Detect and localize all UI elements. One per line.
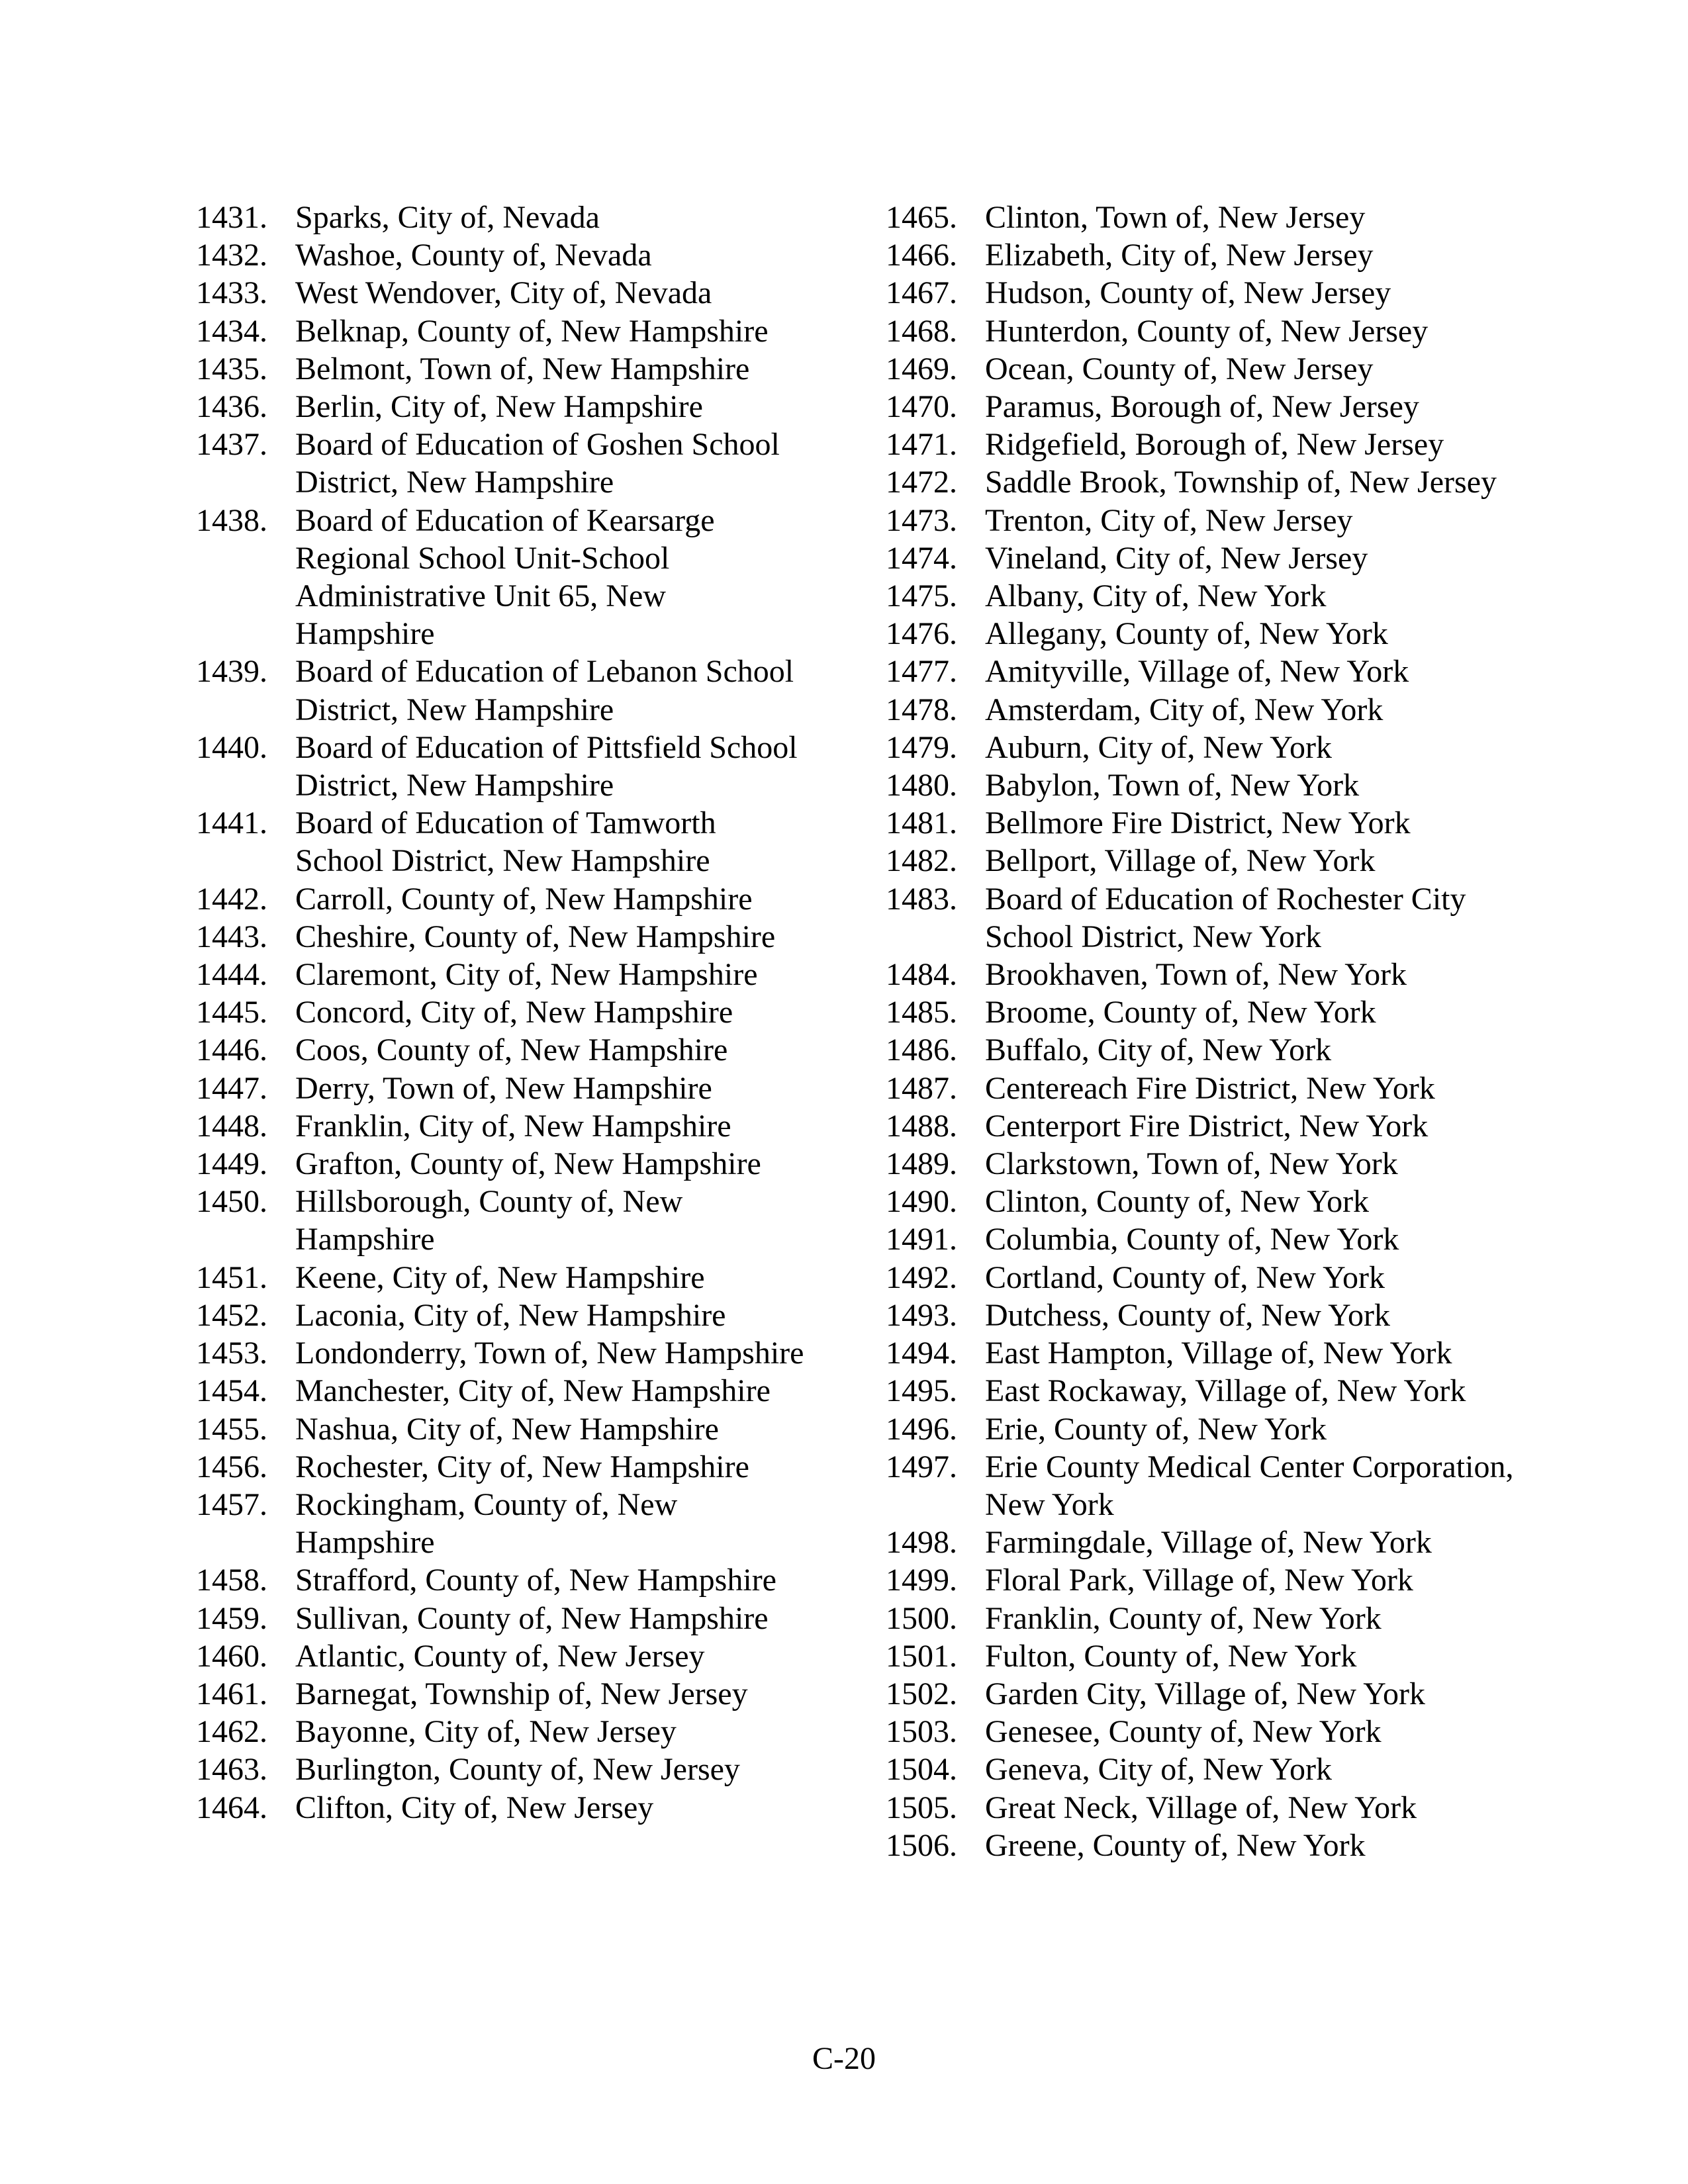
- list-item: [886, 199, 1521, 236]
- list-item: [196, 1600, 805, 1637]
- item-text: Board of Education of Rochester City School District, New York: [985, 881, 1466, 954]
- item-number: 1478.: [886, 692, 957, 727]
- list-item: [886, 1713, 1521, 1751]
- item-number: 1471.: [886, 427, 957, 463]
- item-number: 1434.: [196, 313, 267, 349]
- list-item: [196, 1561, 805, 1599]
- list-item: [196, 1107, 805, 1145]
- left-column-list: [196, 199, 805, 1827]
- list-item: [886, 842, 1521, 880]
- list-item: [196, 1334, 805, 1372]
- list-item: [886, 691, 1521, 729]
- item-number: 1443.: [196, 919, 267, 954]
- item-text: Concord, City of, New Hampshire: [295, 995, 733, 1030]
- item-text: Erie County Medical Center Corporation, New York: [985, 1449, 1514, 1522]
- item-text: Cortland, County of, New York: [985, 1259, 1385, 1295]
- list-item: [196, 1751, 805, 1788]
- item-number: 1440.: [196, 729, 267, 765]
- item-text: Erie, County of, New York: [985, 1411, 1327, 1447]
- list-item: [886, 350, 1521, 388]
- list-item: [196, 804, 805, 880]
- item-text: Londonderry, Town of, New Hampshire: [295, 1336, 804, 1371]
- item-number: 1447.: [196, 1070, 267, 1106]
- item-number: 1460.: [196, 1638, 267, 1674]
- list-item: [196, 1713, 805, 1751]
- item-text: Great Neck, Village of, New York: [985, 1790, 1417, 1825]
- item-number: 1492.: [886, 1259, 957, 1295]
- list-item: [886, 1637, 1521, 1675]
- list-item: [196, 1675, 805, 1713]
- item-text: Ridgefield, Borough of, New Jersey: [985, 427, 1444, 463]
- item-number: 1449.: [196, 1146, 267, 1182]
- item-number: 1469.: [886, 351, 957, 387]
- item-text: Vineland, City of, New Jersey: [985, 540, 1368, 576]
- item-text: Strafford, County of, New Hampshire: [295, 1563, 776, 1598]
- item-number: 1442.: [196, 881, 267, 917]
- item-text: Sparks, City of, Nevada: [295, 200, 600, 235]
- list-item: [886, 1789, 1521, 1827]
- item-number: 1494.: [886, 1336, 957, 1371]
- item-number: 1480.: [886, 768, 957, 803]
- item-number: 1481.: [886, 805, 957, 841]
- item-text: Franklin, County of, New York: [985, 1600, 1382, 1636]
- item-text: Rochester, City of, New Hampshire: [295, 1449, 749, 1484]
- item-number: 1453.: [196, 1336, 267, 1371]
- item-number: 1489.: [886, 1146, 957, 1182]
- item-text: Derry, Town of, New Hampshire: [295, 1070, 712, 1106]
- item-text: Coos, County of, New Hampshire: [295, 1032, 728, 1068]
- item-number: 1496.: [886, 1411, 957, 1447]
- item-text: Belknap, County of, New Hampshire: [295, 313, 769, 349]
- item-text: Cheshire, County of, New Hampshire: [295, 919, 776, 954]
- item-text: Buffalo, City of, New York: [985, 1032, 1332, 1068]
- list-item: [886, 274, 1521, 312]
- list-item: [886, 1069, 1521, 1107]
- item-text: Elizabeth, City of, New Jersey: [985, 238, 1374, 273]
- list-item: [196, 993, 805, 1031]
- item-number: 1474.: [886, 540, 957, 576]
- item-text: Auburn, City of, New York: [985, 729, 1333, 765]
- list-item: [886, 577, 1521, 615]
- item-number: 1476.: [886, 616, 957, 652]
- item-text: Sullivan, County of, New Hampshire: [295, 1600, 769, 1636]
- item-number: 1484.: [886, 957, 957, 993]
- list-item: [196, 918, 805, 956]
- list-item: [886, 1372, 1521, 1410]
- list-item: [886, 1600, 1521, 1637]
- list-item: [886, 615, 1521, 653]
- item-text: Genesee, County of, New York: [985, 1714, 1382, 1750]
- list-item: [196, 312, 805, 350]
- item-text: Bellport, Village of, New York: [985, 843, 1376, 879]
- list-item: [196, 956, 805, 993]
- list-item: [886, 880, 1521, 956]
- list-item: [196, 1789, 805, 1827]
- list-item: [886, 1107, 1521, 1145]
- list-item: [886, 1183, 1521, 1220]
- item-text: East Hampton, Village of, New York: [985, 1336, 1452, 1371]
- item-number: 1458.: [196, 1563, 267, 1598]
- list-item: [196, 199, 805, 236]
- right-column-list: [886, 199, 1521, 1864]
- item-number: 1505.: [886, 1790, 957, 1825]
- item-text: East Rockaway, Village of, New York: [985, 1373, 1466, 1409]
- list-item: [886, 1448, 1521, 1524]
- list-item: [886, 312, 1521, 350]
- item-text: Broome, County of, New York: [985, 995, 1376, 1030]
- list-item: [196, 1372, 805, 1410]
- item-text: Trenton, City of, New Jersey: [985, 502, 1353, 538]
- list-item: [886, 1220, 1521, 1258]
- item-text: Amsterdam, City of, New York: [985, 692, 1383, 727]
- list-item: [886, 502, 1521, 539]
- list-item: [886, 539, 1521, 577]
- list-item: [886, 766, 1521, 804]
- list-item: [886, 729, 1521, 766]
- item-number: 1487.: [886, 1070, 957, 1106]
- list-item: [196, 388, 805, 426]
- item-text: Board of Education of Goshen School District, New Hampshire: [295, 427, 780, 500]
- item-number: 1466.: [886, 238, 957, 273]
- item-text: Columbia, County of, New York: [985, 1222, 1399, 1257]
- item-number: 1490.: [886, 1184, 957, 1220]
- item-text: Ocean, County of, New Jersey: [985, 351, 1374, 387]
- item-number: 1497.: [886, 1449, 957, 1484]
- item-text: Bellmore Fire District, New York: [985, 805, 1411, 841]
- item-number: 1450.: [196, 1184, 267, 1220]
- list-item: [886, 993, 1521, 1031]
- item-number: 1464.: [196, 1790, 267, 1825]
- list-item: [196, 236, 805, 274]
- item-text: Amityville, Village of, New York: [985, 654, 1409, 690]
- item-number: 1493.: [886, 1297, 957, 1333]
- list-item: [886, 1827, 1521, 1864]
- item-number: 1461.: [196, 1676, 267, 1711]
- item-number: 1463.: [196, 1752, 267, 1788]
- item-number: 1468.: [886, 313, 957, 349]
- item-text: Bayonne, City of, New Jersey: [295, 1714, 677, 1750]
- item-text: Grafton, County of, New Hampshire: [295, 1146, 761, 1182]
- item-number: 1462.: [196, 1714, 267, 1750]
- list-item: [196, 1259, 805, 1297]
- page-number: C-20: [812, 2041, 876, 2076]
- list-item: [886, 426, 1521, 463]
- item-text: West Wendover, City of, Nevada: [295, 275, 712, 311]
- list-item: [886, 653, 1521, 690]
- list-item: [196, 274, 805, 312]
- list-item: [196, 1145, 805, 1183]
- item-text: Nashua, City of, New Hampshire: [295, 1411, 719, 1447]
- item-number: 1500.: [886, 1600, 957, 1636]
- item-number: 1498.: [886, 1525, 957, 1561]
- item-number: 1433.: [196, 275, 267, 311]
- item-text: Clinton, County of, New York: [985, 1184, 1370, 1220]
- item-number: 1439.: [196, 654, 267, 690]
- item-number: 1459.: [196, 1600, 267, 1636]
- item-number: 1502.: [886, 1676, 957, 1711]
- item-number: 1485.: [886, 995, 957, 1030]
- list-item: [886, 1524, 1521, 1561]
- item-number: 1451.: [196, 1259, 267, 1295]
- item-number: 1444.: [196, 957, 267, 993]
- item-text: Berlin, City of, New Hampshire: [295, 389, 703, 425]
- item-text: Manchester, City of, New Hampshire: [295, 1373, 771, 1409]
- item-text: Board of Education of Tamworth School District, New Hampshire: [295, 805, 716, 879]
- item-text: Washoe, County of, Nevada: [295, 238, 652, 273]
- item-number: 1470.: [886, 389, 957, 425]
- item-number: 1482.: [886, 843, 957, 879]
- item-number: 1452.: [196, 1297, 267, 1333]
- item-number: 1504.: [886, 1752, 957, 1788]
- item-text: Hillsborough, County of, New Hampshire: [295, 1184, 683, 1257]
- list-item: [196, 1410, 805, 1448]
- list-item: [196, 1297, 805, 1334]
- item-number: 1435.: [196, 351, 267, 387]
- item-number: 1467.: [886, 275, 957, 311]
- item-number: 1486.: [886, 1032, 957, 1068]
- list-item: [196, 880, 805, 918]
- item-text: Hunterdon, County of, New Jersey: [985, 313, 1429, 349]
- item-text: Fulton, County of, New York: [985, 1638, 1357, 1674]
- list-item: [196, 1448, 805, 1486]
- item-text: Keene, City of, New Hampshire: [295, 1259, 705, 1295]
- list-item: [196, 350, 805, 388]
- list-item: [196, 426, 805, 501]
- list-item: [886, 1751, 1521, 1788]
- item-text: Claremont, City of, New Hampshire: [295, 957, 758, 993]
- item-text: Clifton, City of, New Jersey: [295, 1790, 654, 1825]
- item-number: 1488.: [886, 1108, 957, 1144]
- item-text: Centerport Fire District, New York: [985, 1108, 1429, 1144]
- item-number: 1495.: [886, 1373, 957, 1409]
- list-item: [886, 1145, 1521, 1183]
- item-text: Atlantic, County of, New Jersey: [295, 1638, 705, 1674]
- list-item: [886, 1031, 1521, 1069]
- item-number: 1441.: [196, 805, 267, 841]
- list-item: [886, 1297, 1521, 1334]
- list-item: [196, 502, 805, 653]
- item-text: Laconia, City of, New Hampshire: [295, 1297, 726, 1333]
- item-number: 1477.: [886, 654, 957, 690]
- item-text: Paramus, Borough of, New Jersey: [985, 389, 1419, 425]
- item-text: Franklin, City of, New Hampshire: [295, 1108, 731, 1144]
- list-item: [886, 956, 1521, 993]
- item-number: 1454.: [196, 1373, 267, 1409]
- list-item: [196, 1486, 805, 1561]
- list-item: [196, 1183, 805, 1258]
- item-text: Albany, City of, New York: [985, 578, 1327, 614]
- item-text: Centereach Fire District, New York: [985, 1070, 1435, 1106]
- list-item: [886, 1561, 1521, 1599]
- list-item: [886, 1675, 1521, 1713]
- item-number: 1472.: [886, 465, 957, 500]
- item-text: Allegany, County of, New York: [985, 616, 1388, 652]
- item-number: 1432.: [196, 238, 267, 273]
- list-item: [886, 1410, 1521, 1448]
- item-text: Clinton, Town of, New Jersey: [985, 200, 1366, 235]
- item-text: Saddle Brook, Township of, New Jersey: [985, 465, 1497, 500]
- list-item: [196, 653, 805, 728]
- list-item: [886, 1334, 1521, 1372]
- item-number: 1437.: [196, 427, 267, 463]
- item-number: 1491.: [886, 1222, 957, 1257]
- list-item: [886, 388, 1521, 426]
- item-number: 1446.: [196, 1032, 267, 1068]
- item-text: Greene, County of, New York: [985, 1827, 1366, 1863]
- list-item: [196, 1069, 805, 1107]
- item-number: 1438.: [196, 502, 267, 538]
- item-text: Clarkstown, Town of, New York: [985, 1146, 1398, 1182]
- item-number: 1499.: [886, 1563, 957, 1598]
- item-number: 1445.: [196, 995, 267, 1030]
- list-item: [886, 804, 1521, 842]
- list-item: [886, 1259, 1521, 1297]
- list-item: [196, 1637, 805, 1675]
- item-number: 1475.: [886, 578, 957, 614]
- item-text: Brookhaven, Town of, New York: [985, 957, 1407, 993]
- item-text: Board of Education of Lebanon School District, New Hampshire: [295, 654, 794, 727]
- item-text: Barnegat, Township of, New Jersey: [295, 1676, 748, 1711]
- item-number: 1503.: [886, 1714, 957, 1750]
- item-text: Rockingham, County of, New Hampshire: [295, 1486, 678, 1561]
- item-text: Farmingdale, Village of, New York: [985, 1525, 1432, 1561]
- list-item: [196, 1031, 805, 1069]
- list-item: [886, 236, 1521, 274]
- item-text: Garden City, Village of, New York: [985, 1676, 1426, 1711]
- item-text: Board of Education of Kearsarge Regional School Unit-School Administrative Unit 65, New Hampshire: [295, 502, 715, 652]
- item-text: Belmont, Town of, New Hampshire: [295, 351, 750, 387]
- item-number: 1455.: [196, 1411, 267, 1447]
- item-number: 1483.: [886, 881, 957, 917]
- item-number: 1501.: [886, 1638, 957, 1674]
- item-number: 1473.: [886, 502, 957, 538]
- item-text: Babylon, Town of, New York: [985, 768, 1360, 803]
- item-text: Board of Education of Pittsfield School District, New Hampshire: [295, 729, 798, 803]
- list-item: [886, 463, 1521, 501]
- item-number: 1465.: [886, 200, 957, 235]
- item-number: 1456.: [196, 1449, 267, 1484]
- item-text: Hudson, County of, New Jersey: [985, 275, 1391, 311]
- item-number: 1436.: [196, 389, 267, 425]
- item-number: 1448.: [196, 1108, 267, 1144]
- item-text: Geneva, City of, New York: [985, 1752, 1332, 1788]
- list-item: [196, 729, 805, 804]
- item-number: 1457.: [196, 1486, 267, 1522]
- item-number: 1479.: [886, 729, 957, 765]
- item-text: Dutchess, County of, New York: [985, 1297, 1390, 1333]
- item-number: 1431.: [196, 200, 267, 235]
- item-text: Burlington, County of, New Jersey: [295, 1752, 740, 1788]
- item-text: Carroll, County of, New Hampshire: [295, 881, 753, 917]
- item-number: 1506.: [886, 1827, 957, 1863]
- item-text: Floral Park, Village of, New York: [985, 1563, 1413, 1598]
